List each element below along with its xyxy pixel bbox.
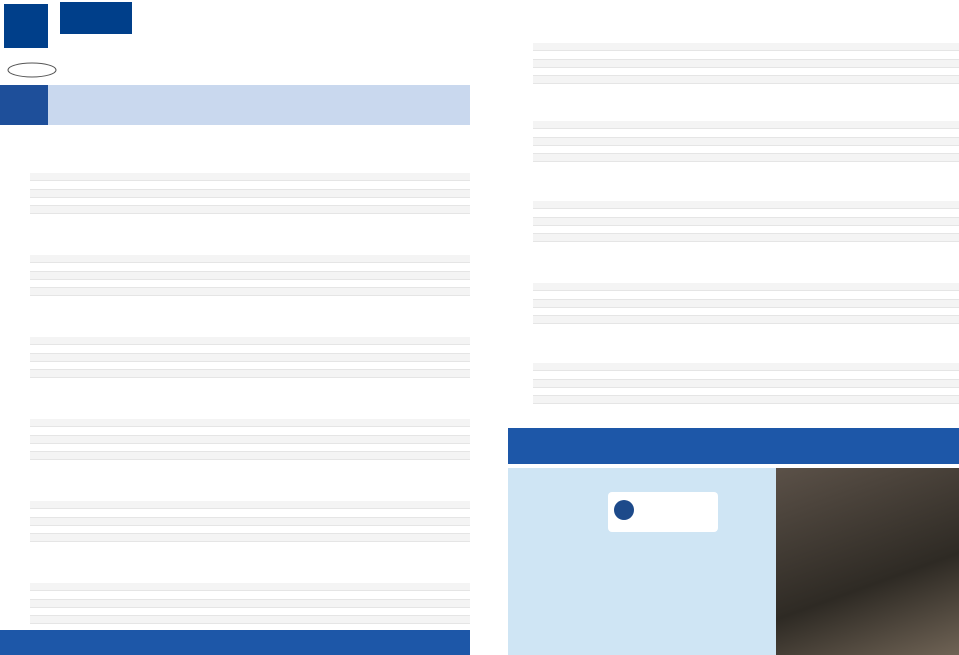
- form-row: [533, 291, 959, 299]
- horse-form-table: [30, 173, 470, 214]
- promo-photo: [776, 468, 959, 655]
- form-row: [30, 444, 470, 452]
- form-row: [30, 427, 470, 435]
- horse-form-table: [30, 337, 470, 378]
- form-row: [533, 68, 959, 76]
- race-number: [4, 4, 48, 48]
- sidebar-label: [0, 85, 48, 125]
- form-row: [30, 509, 470, 517]
- form-row: [30, 272, 470, 280]
- form-row: [533, 154, 959, 162]
- horse-form-table: [30, 419, 470, 460]
- horse-form-table: [30, 255, 470, 296]
- form-row: [30, 173, 470, 181]
- sveland-promo: [508, 468, 959, 655]
- form-row: [533, 226, 959, 234]
- form-row: [30, 616, 470, 624]
- v4-badge: [60, 2, 132, 34]
- form-row: [30, 452, 470, 460]
- horse-form-table: [30, 501, 470, 542]
- form-row: [30, 518, 470, 526]
- race-header: [0, 0, 470, 75]
- form-row: [30, 263, 470, 271]
- form-row: [30, 280, 470, 288]
- horse-form-table: [533, 121, 959, 162]
- form-row: [30, 600, 470, 608]
- form-row: [30, 354, 470, 362]
- form-row: [533, 388, 959, 396]
- form-row: [533, 300, 959, 308]
- sveland-logo: [608, 492, 718, 532]
- form-row: [30, 583, 470, 591]
- form-row: [533, 138, 959, 146]
- form-row: [30, 288, 470, 296]
- form-row: [30, 534, 470, 542]
- horse-form-table: [533, 283, 959, 324]
- sveland-mark-icon: [614, 500, 634, 520]
- form-row: [533, 396, 959, 404]
- form-row: [30, 591, 470, 599]
- form-row: [30, 345, 470, 353]
- form-row: [30, 255, 470, 263]
- form-row: [30, 419, 470, 427]
- form-row: [533, 283, 959, 291]
- form-row: [30, 206, 470, 214]
- odds-band: [48, 85, 470, 125]
- form-row: [533, 201, 959, 209]
- track-diagram-icon: [4, 60, 60, 80]
- horse-form-table: [533, 43, 959, 84]
- form-row: [30, 501, 470, 509]
- form-row: [533, 121, 959, 129]
- form-row: [30, 181, 470, 189]
- form-row: [533, 316, 959, 324]
- form-row: [533, 51, 959, 59]
- form-row: [30, 198, 470, 206]
- form-row: [533, 209, 959, 217]
- form-row: [30, 190, 470, 198]
- horse-form-table: [533, 201, 959, 242]
- form-row: [533, 218, 959, 226]
- form-row: [533, 43, 959, 51]
- form-row: [533, 76, 959, 84]
- form-row: [30, 370, 470, 378]
- form-row: [533, 308, 959, 316]
- tips-banner: [508, 428, 959, 464]
- form-row: [533, 371, 959, 379]
- form-row: [30, 362, 470, 370]
- form-row: [533, 363, 959, 371]
- horse-form-table: [30, 583, 470, 624]
- horse-form-table: [533, 363, 959, 404]
- bottom-banner: [0, 630, 470, 655]
- form-row: [533, 60, 959, 68]
- form-row: [30, 436, 470, 444]
- form-row: [30, 608, 470, 616]
- form-row: [30, 526, 470, 534]
- form-row: [533, 380, 959, 388]
- form-row: [533, 146, 959, 154]
- form-row: [533, 234, 959, 242]
- form-row: [533, 129, 959, 137]
- form-row: [30, 337, 470, 345]
